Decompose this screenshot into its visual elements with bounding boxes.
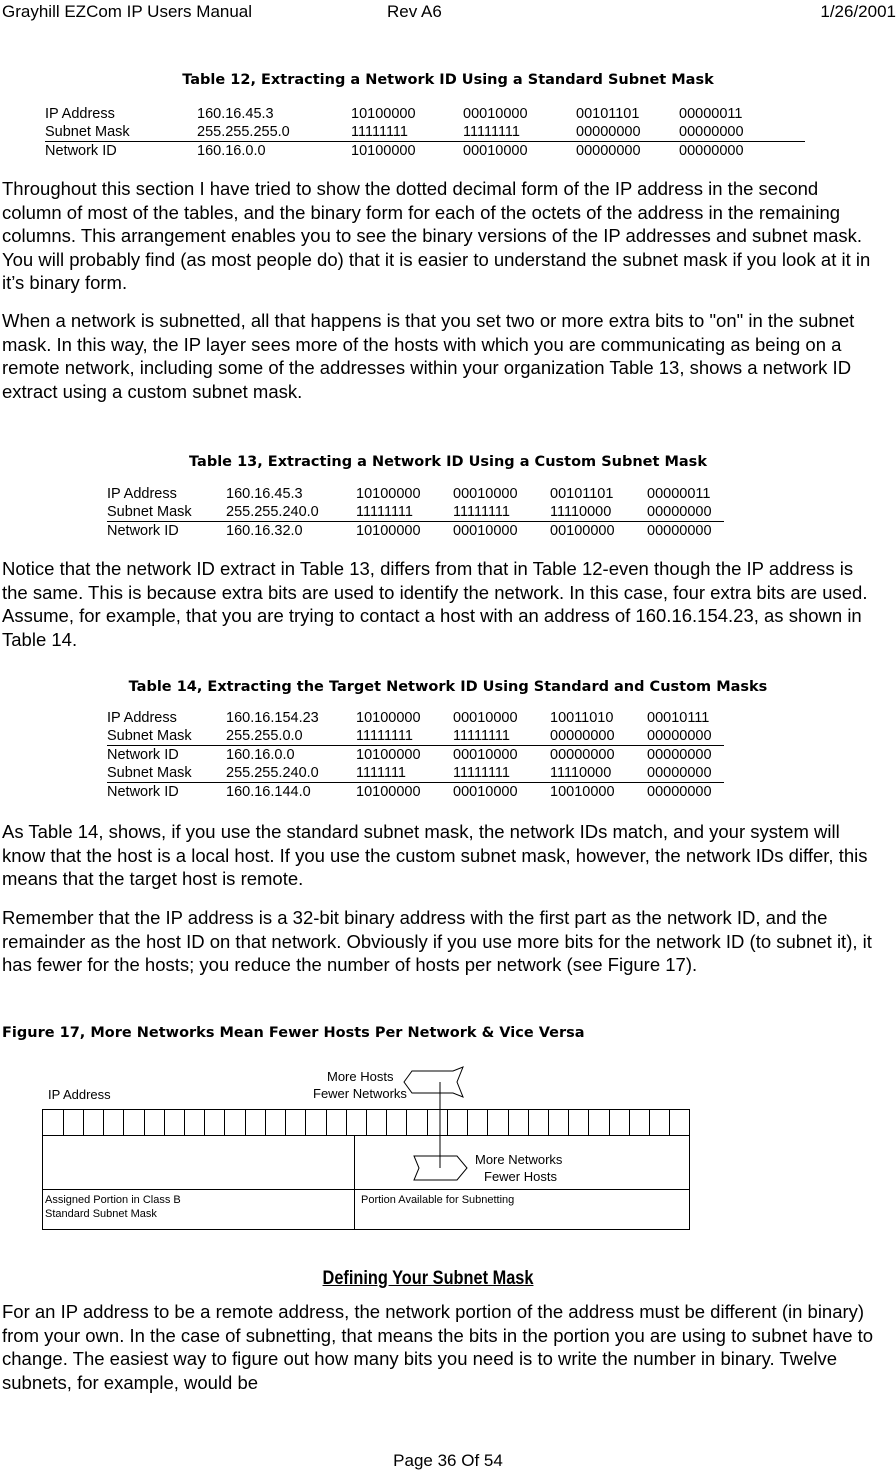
table-cell: 00101101 — [576, 106, 640, 122]
table-cell: Subnet Mask — [107, 764, 226, 783]
table-cell: 00000011 — [647, 486, 711, 502]
available-portion-label: Portion Available for Subnetting — [361, 1194, 515, 1206]
figure-17-caption: Figure 17, More Networks Mean Fewer Hosts Per Network & Vice Versa — [2, 1025, 585, 1041]
paragraph-defining-subnet-mask: For an IP address to be a remote address, the network portion of the address must be different (in binary) from your own. In the case of subnetting, that means the bits in the portion you are using to subnet have to change. The easiest way to figure out how many bits you need is to write the number in binary. Twelve subnets, for example, would be — [2, 1301, 874, 1393]
table-cell: 10010000 — [550, 784, 615, 800]
table-12 — [45, 105, 805, 160]
table-cell: IP Address — [107, 710, 177, 726]
table-cell: 11111111 — [356, 503, 453, 522]
table-cell: 255.255.0.0 — [226, 727, 356, 746]
bit-cells — [64, 1110, 670, 1135]
table-cell: 00000000 — [647, 747, 712, 763]
table-cell: 10011010 — [550, 710, 614, 726]
table-cell: 11111111 — [453, 727, 550, 746]
table-13 — [107, 485, 724, 540]
table-cell: 160.16.45.3 — [197, 106, 274, 122]
header-manual-title: Grayhill EZCom IP Users Manual — [2, 2, 253, 21]
table-row — [45, 105, 805, 123]
table-cell: 11110000 — [550, 764, 647, 783]
table-cell: Network ID — [45, 143, 117, 159]
more-hosts-label: More Hosts — [327, 1069, 394, 1084]
table-cell: 00010000 — [453, 486, 518, 502]
table-cell: 160.16.45.3 — [226, 486, 303, 502]
table-row — [45, 142, 805, 161]
table-cell: Network ID — [107, 784, 179, 800]
table-cell: 00101101 — [550, 486, 614, 502]
table-cell: 255.255.240.0 — [226, 503, 356, 522]
table-row — [107, 764, 724, 783]
paragraph-subnetting: When a network is subnetted, all that happens is that you set two or more extra bits to "on" in the subnet mask. In this way, the IP layer sees more of the hosts with which you are communicating as being on a remote network, including some of the addresses within your organization Table 13, shows a network ID extract using a custom subnet mask. — [2, 310, 855, 402]
table-14 — [107, 709, 724, 801]
table-cell: 1111111 — [356, 764, 453, 783]
table-row — [107, 727, 724, 746]
table-cell: 11111111 — [453, 503, 550, 522]
table-cell: 00000000 — [647, 784, 712, 800]
paragraph-network-id-extract: Notice that the network ID extract in Table 13, differs from that in Table 12-even though the IP address is the same. This is because extra bits are used to identify the network. In this case, four extra bits are used. Assume, for example, that you are trying to contact a host with an address of 160.16.154.23, as shown in Table 14. — [2, 558, 868, 650]
table-cell: 00010000 — [463, 143, 528, 159]
table-cell: IP Address — [45, 106, 115, 122]
paragraph-network-ids-match: As Table 14, shows, if you use the standard subnet mask, the network IDs match, and your system will know that the host is a local host. If you use the custom subnet mask, however, the network IDs differ, this means that the target host is remote. — [2, 821, 868, 890]
table-row — [107, 485, 724, 503]
section-heading: Defining Your Subnet Mask — [322, 1268, 534, 1289]
table-cell: Subnet Mask — [107, 727, 226, 746]
table-cell: 00100000 — [550, 523, 615, 539]
table-cell: 10100000 — [356, 486, 421, 502]
table-cell: 00010000 — [453, 747, 518, 763]
table-cell: 00000000 — [550, 747, 615, 763]
fewer-networks-label: Fewer Networks — [313, 1086, 407, 1101]
table-cell: 00000000 — [576, 123, 679, 142]
table-cell: 00010000 — [463, 106, 528, 122]
table-row — [107, 709, 724, 727]
table-cell: 160.16.0.0 — [226, 747, 295, 763]
table-12-caption: Table 12, Extracting a Network ID Using a Standard Subnet Mask — [182, 72, 714, 88]
table-cell: 00000000 — [679, 123, 777, 142]
fewer-hosts-label: Fewer Hosts — [484, 1169, 557, 1184]
table-cell: 160.16.32.0 — [226, 523, 303, 539]
table-cell: 00000000 — [679, 143, 744, 159]
table-cell: 10100000 — [351, 106, 416, 122]
table-cell: Network ID — [107, 523, 179, 539]
table-cell: 255.255.255.0 — [197, 123, 351, 142]
table-cell — [777, 105, 805, 123]
table-cell: 00000000 — [647, 764, 724, 783]
header-date: 1/26/2001 — [820, 2, 896, 21]
table-cell: 11111111 — [463, 123, 576, 142]
table-13-caption: Table 13, Extracting a Network ID Using a Custom Subnet Mask — [189, 454, 707, 470]
table-14-caption: Table 14, Extracting the Target Network ID Using Standard and Custom Masks — [128, 679, 768, 695]
table-row — [107, 783, 724, 802]
table-cell: 255.255.240.0 — [226, 764, 356, 783]
table-cell: 11111111 — [356, 727, 453, 746]
table-cell: 10100000 — [356, 784, 421, 800]
table-cell: 160.16.0.0 — [197, 143, 266, 159]
standard-subnet-mask-label: Standard Subnet Mask — [45, 1208, 157, 1220]
table-cell: 160.16.154.23 — [226, 710, 319, 726]
table-row — [107, 522, 724, 541]
table-cell: 00010000 — [453, 523, 518, 539]
table-cell: Subnet Mask — [107, 503, 226, 522]
figure-17 — [0, 1060, 896, 1240]
table-cell: 00000000 — [576, 143, 641, 159]
header-revision: Rev A6 — [387, 2, 442, 21]
ip-address-label: IP Address — [48, 1087, 111, 1102]
table-cell: 11111111 — [453, 764, 550, 783]
table-cell: 00000000 — [647, 727, 724, 746]
table-cell: 00000011 — [679, 106, 743, 122]
table-cell: 10100000 — [356, 747, 421, 763]
table-cell: 11111111 — [351, 123, 463, 142]
table-cell: 00000000 — [647, 503, 724, 522]
table-row — [107, 503, 724, 522]
table-cell: 00010000 — [453, 784, 518, 800]
paragraph-dotted-decimal: Throughout this section I have tried to show the dotted decimal form of the IP address in the second column of most of the tables, and the binary form for each of the octets of the address in the remaining columns. This arrangement enables you to see the binary versions of the IP addresses and subnet mask. You will probably find (as most people do) that it is easier to understand the subnet mask if you look at it in it’s binary form. — [2, 178, 871, 294]
table-cell: 00010111 — [647, 710, 710, 726]
table-cell: 00000000 — [647, 523, 712, 539]
more-networks-label: More Networks — [475, 1152, 563, 1167]
table-cell: 10100000 — [356, 523, 421, 539]
table-cell: IP Address — [107, 486, 177, 502]
table-cell: 160.16.144.0 — [226, 784, 311, 800]
table-cell: Network ID — [107, 747, 179, 763]
assigned-portion-label: Assigned Portion in Class B — [45, 1194, 181, 1206]
table-cell — [777, 123, 805, 142]
table-cell: 00000000 — [550, 727, 647, 746]
table-cell: Subnet Mask — [45, 123, 197, 142]
more-hosts-arrow — [404, 1067, 463, 1097]
table-cell: 11110000 — [550, 503, 647, 522]
table-cell: 00010000 — [453, 710, 518, 726]
table-row — [45, 123, 805, 142]
page-number: Page 36 Of 54 — [393, 1451, 503, 1470]
table-cell: 10100000 — [351, 143, 416, 159]
table-cell — [777, 142, 805, 161]
table-cell: 10100000 — [356, 710, 421, 726]
paragraph-32-bit-address: Remember that the IP address is a 32-bit binary address with the first part as the network ID, and the remainder as the host ID on that network. Obviously if you use more bits for the network ID (to subnet it), it has fewer for the hosts; you reduce the number of hosts per network (see Figure 17). — [2, 907, 872, 976]
table-row — [107, 746, 724, 765]
